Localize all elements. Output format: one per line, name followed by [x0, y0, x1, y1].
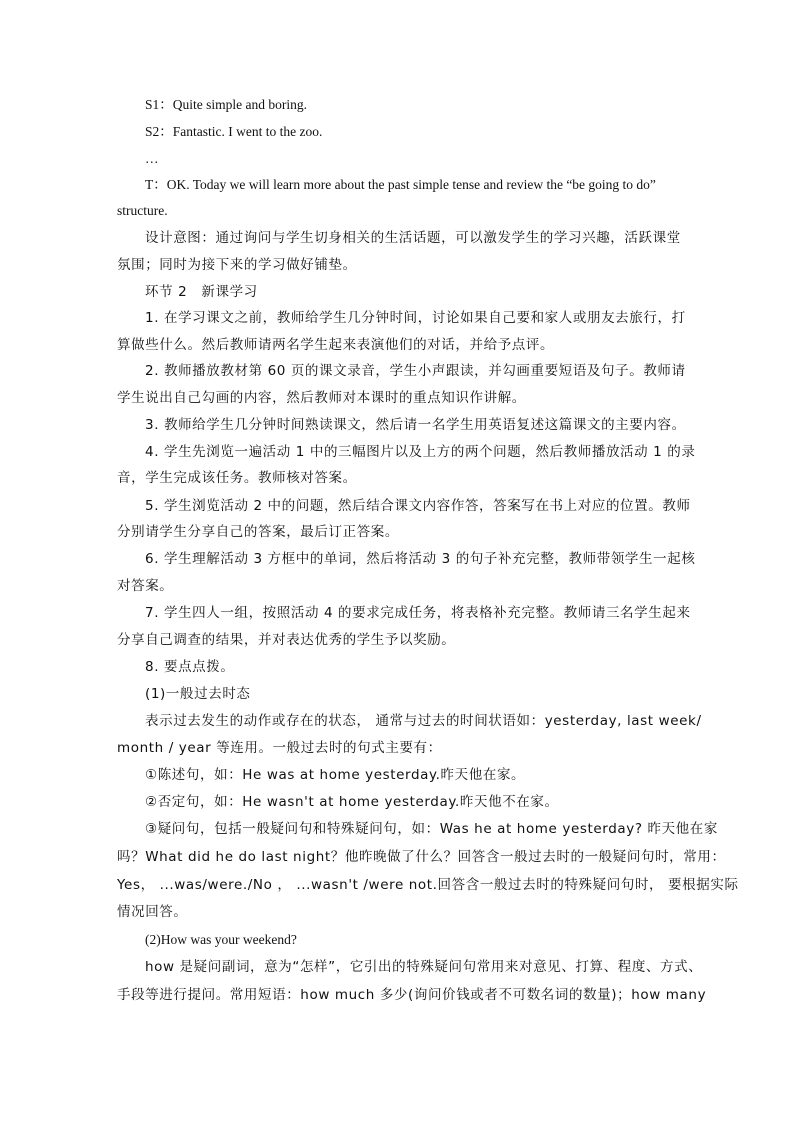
dialogue-s2: S2：Fantastic. I went to the zoo. [145, 124, 323, 139]
example-question-cont-2: Yes， ...was/were./No ， ...wasn't /were not.回答含一般过去时的特殊疑问句时， 要根据实际 [117, 877, 739, 893]
step-4-cont: 音，学生完成该任务。教师核对答案。 [117, 470, 357, 486]
example-question: ③疑问句，包括一般疑问句和特殊疑问句，如：Was he at home yesterday? 昨天他在家 [145, 821, 718, 837]
dialogue-teacher-cont: structure. [117, 203, 168, 218]
step-5: 5. 学生浏览活动 2 中的问题，然后结合课文内容作答，答案写在书上对应的位置。教师 [145, 498, 691, 514]
design-intent: 设计意图：通过询问与学生切身相关的生活话题，可以激发学生的学习兴趣，活跃课堂 [145, 230, 681, 246]
example-question-cont-1: 吗？What did he do last night？他昨晚做了什么？回答含一般过去时的一般疑问句时，常用： [117, 849, 726, 865]
how-desc: how 是疑问副词，意为“怎样”，它引出的特殊疑问句常用来对意见、打算、程度、方式、 [145, 959, 703, 975]
example-question-cont-3: 情况回答。 [117, 904, 188, 920]
step-7: 7. 学生四人一组，按照活动 4 的要求完成任务，将表格补充完整。教师请三名学生起来 [145, 605, 691, 621]
past-tense-desc: 表示过去发生的动作或存在的状态， 通常与过去的时间状语如：yesterday, last week/ [145, 713, 702, 729]
dialogue-teacher: T：OK. Today we will learn more about the past simple tense and review the “be going to do” [145, 177, 656, 192]
step-1: 1. 在学习课文之前，教师给学生几分钟时间，讨论如果自己要和家人或朋友去旅行，打 [145, 310, 686, 326]
how-desc-cont: 手段等进行提问。常用短语：how much 多少(询问价钱或者不可数名词的数量)；how many [117, 987, 707, 1003]
example-negative: ②否定句，如：He wasn't at home yesterday.昨天他不在家。 [145, 794, 559, 810]
example-statement: ①陈述句，如：He was at home yesterday.昨天他在家。 [145, 767, 526, 783]
design-intent-cont: 氛围；同时为接下来的学习做好铺垫。 [117, 257, 357, 273]
step-8: 8. 要点点拨。 [145, 659, 235, 675]
dialogue-s1: S1：Quite simple and boring. [145, 97, 307, 112]
step-5-cont: 分别请学生分享自己的答案，最后订正答案。 [117, 524, 399, 540]
past-tense-desc-cont: month / year 等连用。一般过去时的句式主要有： [117, 740, 442, 756]
dialogue-ellipsis: … [145, 151, 159, 166]
step-3: 3. 教师给学生几分钟时间熟读课文，然后请一名学生用英语复述这篇课文的主要内容。 [145, 417, 686, 433]
step-2: 2. 教师播放教材第 60 页的课文录音，学生小声跟读，并勾画重要短语及句子。教师请 [145, 363, 686, 379]
step-6-cont: 对答案。 [117, 578, 174, 594]
step-4: 4. 学生先浏览一遍活动 1 中的三幅图片以及上方的两个问题，然后教师播放活动 1 的录 [145, 444, 696, 460]
step-6: 6. 学生理解活动 3 方框中的单词，然后将活动 3 的句子补充完整，教师带领学生一起核 [145, 551, 696, 567]
step-2-cont: 学生说出自己勾画的内容，然后教师对本课时的重点知识作讲解。 [117, 390, 526, 406]
section-heading: 环节 2 新课学习 [145, 284, 258, 300]
subheading-past-tense: (1)一般过去时态 [145, 686, 251, 702]
step-7-cont: 分享自己调查的结果，并对表达优秀的学生予以奖励。 [117, 632, 456, 648]
step-1-cont: 算做些什么。然后教师请两名学生起来表演他们的对话，并给予点评。 [117, 337, 555, 353]
subheading-how-was-weekend: (2)How was your weekend? [145, 932, 297, 947]
